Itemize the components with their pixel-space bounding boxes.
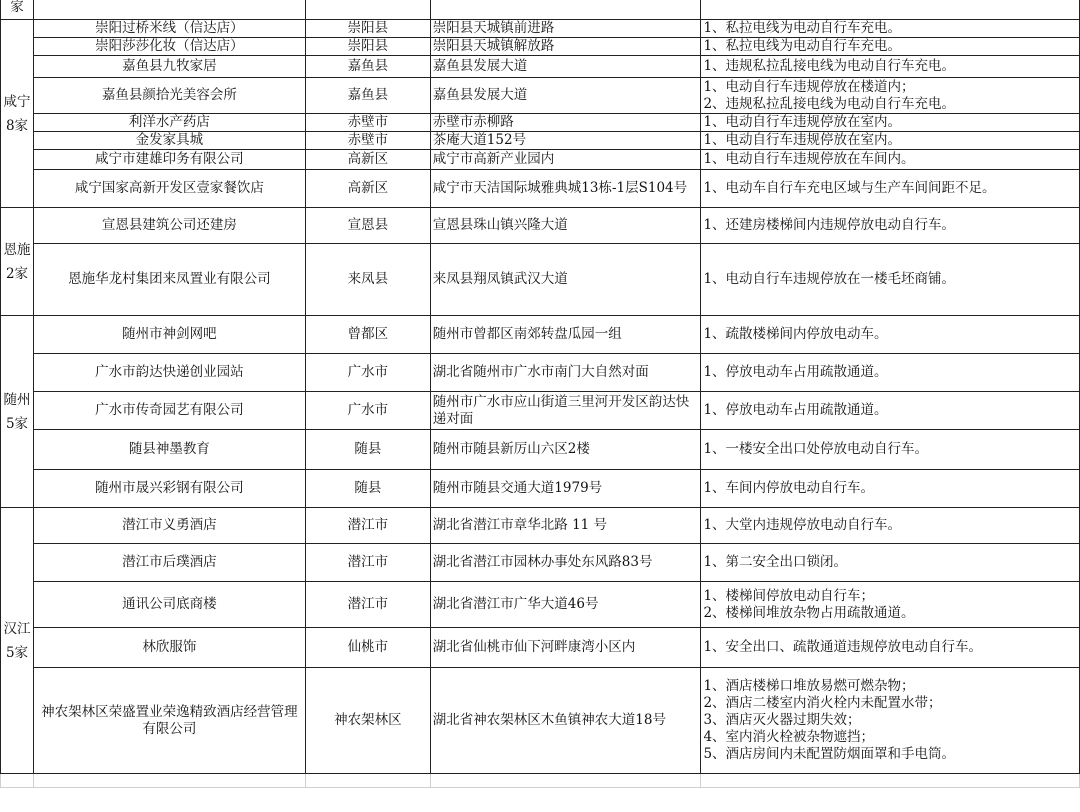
issues-cell: [701, 392, 1080, 430]
table-row: [1, 114, 1080, 132]
address-cell: 宣恩县珠山镇兴隆大道: [430, 208, 701, 244]
issue-line: 4、室内消火栓被杂物遮挡；: [703, 729, 875, 745]
issue-line: 1、私拉电线为电动自行车充电。: [703, 38, 902, 54]
issues-cell: [701, 508, 1080, 544]
issues-cell: [701, 132, 1080, 150]
issues-cell: [701, 56, 1080, 78]
unit-name-cell: 利洋水产药店: [33, 114, 305, 132]
city-group-label: 汉江5家: [1, 508, 34, 774]
issue-line: 2、违规私拉乱接电线为电动自行车充电。: [703, 95, 956, 112]
issues-cell: [701, 544, 1080, 582]
issues-cell: [701, 668, 1080, 774]
county-cell: 随县: [305, 430, 430, 470]
issues-cell: [701, 114, 1080, 132]
issue-line: 1、还建房楼梯间内违规停放电动自行车。: [703, 217, 956, 233]
city-group-label: 随州5家: [1, 316, 34, 508]
unit-name-cell: 嘉鱼县九牧家居: [33, 56, 305, 78]
unit-name-cell: 神农架林区荣盛置业荣逸精致酒店经营管理有限公司: [33, 668, 305, 774]
unit-name-cell: 崇阳过桥米线（信达店）: [33, 20, 305, 38]
issue-line: 1、电动自行车违规停放在一楼毛坯商铺。: [703, 271, 956, 287]
address-cell: 随州市曾都区南郊转盘瓜园一组: [430, 316, 701, 354]
city-group-label: 恩施2家: [1, 208, 34, 316]
unit-name-cell: 宣恩县建筑公司还建房: [33, 208, 305, 244]
table-row: [1, 56, 1080, 78]
unit-name-cell: 广水市韵达快递创业园站: [33, 354, 305, 392]
table-row: [1, 430, 1080, 470]
unit-name-cell: 广水市传奇园艺有限公司: [33, 392, 305, 430]
address-cell: 咸宁市高新产业园内: [430, 150, 701, 170]
unit-name-cell: 金发家具城: [33, 132, 305, 150]
issues-cell: [701, 78, 1080, 114]
table-row: [1, 132, 1080, 150]
county-cell: 广水市: [305, 392, 430, 430]
county-cell: 赤壁市: [305, 114, 430, 132]
issue-line: 1、电动自行车违规停放在车间内。: [703, 151, 915, 167]
city-group-label: 咸宁8家: [1, 20, 34, 208]
unit-name-cell: 咸宁国家高新开发区壹家餐饮店: [33, 170, 305, 208]
issue-line: 1、车间内停放电动自行车。: [703, 480, 875, 496]
issue-line: 1、电动自行车违规停放在室内。: [703, 114, 902, 130]
blank-row: [1, 774, 1080, 788]
table-row: [1, 78, 1080, 114]
unit-name-cell: 潜江市后璞酒店: [33, 544, 305, 582]
issue-line: 2、酒店二楼室内消火栓内未配置水带；: [703, 695, 942, 711]
table-row: [1, 38, 1080, 56]
address-cell: 嘉鱼县发展大道: [430, 78, 701, 114]
county-cell: 嘉鱼县: [305, 56, 430, 78]
issue-line: 1、疏散楼梯间内停放电动车。: [703, 326, 888, 342]
county-cell: 潜江市: [305, 508, 430, 544]
issue-line: 1、电动自行车违规停放在室内。: [703, 132, 902, 148]
issues-cell: [701, 430, 1080, 470]
county-cell: 来凤县: [305, 244, 430, 316]
county-cell: 宣恩县: [305, 208, 430, 244]
unit-name-cell: 嘉鱼县颜拾光美容会所: [33, 78, 305, 114]
issue-line: 1、一楼安全出口处停放电动自行车。: [703, 441, 929, 457]
issues-cell: [701, 244, 1080, 316]
issues-cell: [701, 316, 1080, 354]
table-row: [1, 508, 1080, 544]
county-cell: 高新区: [305, 150, 430, 170]
address-cell: 随州市广水市应山街道三里河开发区韵达快递对面: [430, 392, 701, 430]
county-cell: 嘉鱼县: [305, 78, 430, 114]
table-row: [1, 150, 1080, 170]
address-cell: 崇阳县天城镇解放路: [430, 38, 701, 56]
county-cell: 潜江市: [305, 544, 430, 582]
county-cell: 随县: [305, 470, 430, 508]
unit-name-cell: 咸宁市建雄印务有限公司: [33, 150, 305, 170]
county-cell: 广水市: [305, 354, 430, 392]
county-cell: 仙桃市: [305, 628, 430, 668]
address-cell: 随州市随县新厉山六区2楼: [430, 430, 701, 470]
top-fragment-row: [1, 0, 1080, 20]
table-row: [1, 392, 1080, 430]
issues-cell: [701, 470, 1080, 508]
table-row: [1, 244, 1080, 316]
address-cell: 湖北省潜江市章华北路 11 号: [430, 508, 701, 544]
unit-name-cell: 恩施华龙村集团来凤置业有限公司: [33, 244, 305, 316]
address-cell: 湖北省神农架林区木鱼镇神农大道18号: [430, 668, 701, 774]
county-cell: 崇阳县: [305, 38, 430, 56]
issues-cell: [701, 208, 1080, 244]
county-cell: 潜江市: [305, 582, 430, 628]
table-row: [1, 170, 1080, 208]
address-cell: 随州市随县交通大道1979号: [430, 470, 701, 508]
address-cell: 茶庵大道152号: [430, 132, 701, 150]
issues-cell: [701, 628, 1080, 668]
county-cell: 崇阳县: [305, 20, 430, 38]
address-cell: 嘉鱼县发展大道: [430, 56, 701, 78]
issue-line: 1、第二安全出口锁闭。: [703, 554, 848, 570]
issue-line: 1、私拉电线为电动自行车充电。: [703, 20, 902, 36]
issue-line: 1、安全出口、疏散通道违规停放电动自行车。: [703, 639, 983, 655]
county-cell: 赤壁市: [305, 132, 430, 150]
issue-line: 1、酒店楼梯口堆放易燃可燃杂物；: [703, 678, 915, 694]
table-row: [1, 208, 1080, 244]
address-cell: 来凤县翔凤镇武汉大道: [430, 244, 701, 316]
address-cell: 湖北省仙桃市仙下河畔康湾小区内: [430, 628, 701, 668]
issue-line: 1、违规私拉乱接电线为电动自行车充电。: [703, 58, 956, 74]
county-cell: 高新区: [305, 170, 430, 208]
issue-line: 3、酒店灭火器过期失效；: [703, 712, 861, 728]
address-cell: 湖北省潜江市广华大道46号: [430, 582, 701, 628]
issues-cell: [701, 582, 1080, 628]
issue-line: 1、电动自行车违规停放在楼道内；: [703, 78, 915, 95]
table-row: [1, 20, 1080, 38]
issues-cell: [701, 38, 1080, 56]
address-cell: 崇阳县天城镇前进路: [430, 20, 701, 38]
issue-line: 1、大堂内违规停放电动自行车。: [703, 517, 902, 533]
address-cell: 赤壁市赤柳路: [430, 114, 701, 132]
table-row: [1, 544, 1080, 582]
unit-name-cell: 林欣服饰: [33, 628, 305, 668]
table-row: [1, 354, 1080, 392]
issue-line: 5、酒店房间内未配置防烟面罩和手电筒。: [703, 746, 956, 762]
issue-line: 1、停放电动车占用疏散通道。: [703, 402, 888, 418]
table-row: [1, 668, 1080, 774]
table-row: [1, 582, 1080, 628]
unit-name-cell: 随县神墨教育: [33, 430, 305, 470]
unit-name-cell: 潜江市义勇酒店: [33, 508, 305, 544]
unit-name-cell: 随州市神剑网吧: [33, 316, 305, 354]
address-cell: 湖北省随州市广水市南门大自然对面: [430, 354, 701, 392]
issue-line: 2、楼梯间堆放杂物占用疏散通道。: [703, 604, 915, 621]
table-row: [1, 470, 1080, 508]
issue-line: 1、停放电动车占用疏散通道。: [703, 364, 888, 380]
unit-name-cell: 随州市晟兴彩钢有限公司: [33, 470, 305, 508]
table-row: [1, 628, 1080, 668]
city-label-fragment: 家: [1, 0, 34, 20]
issues-cell: [701, 150, 1080, 170]
unit-name-cell: 崇阳莎莎化妆（信达店）: [33, 38, 305, 56]
issue-line: 1、电动车自行车充电区域与生产车间间距不足。: [703, 180, 996, 196]
address-cell: 湖北省潜江市园林办事处东风路83号: [430, 544, 701, 582]
issue-line: 1、楼梯间停放电动自行车；: [703, 587, 875, 604]
table-row: [1, 316, 1080, 354]
issues-cell: [701, 170, 1080, 208]
county-cell: 神农架林区: [305, 668, 430, 774]
issues-cell: [701, 20, 1080, 38]
unit-name-cell: 通讯公司底商楼: [33, 582, 305, 628]
issues-cell: [701, 354, 1080, 392]
address-cell: 咸宁市天洁国际城雅典城13栋-1层S104号: [430, 170, 701, 208]
county-cell: 曾都区: [305, 316, 430, 354]
